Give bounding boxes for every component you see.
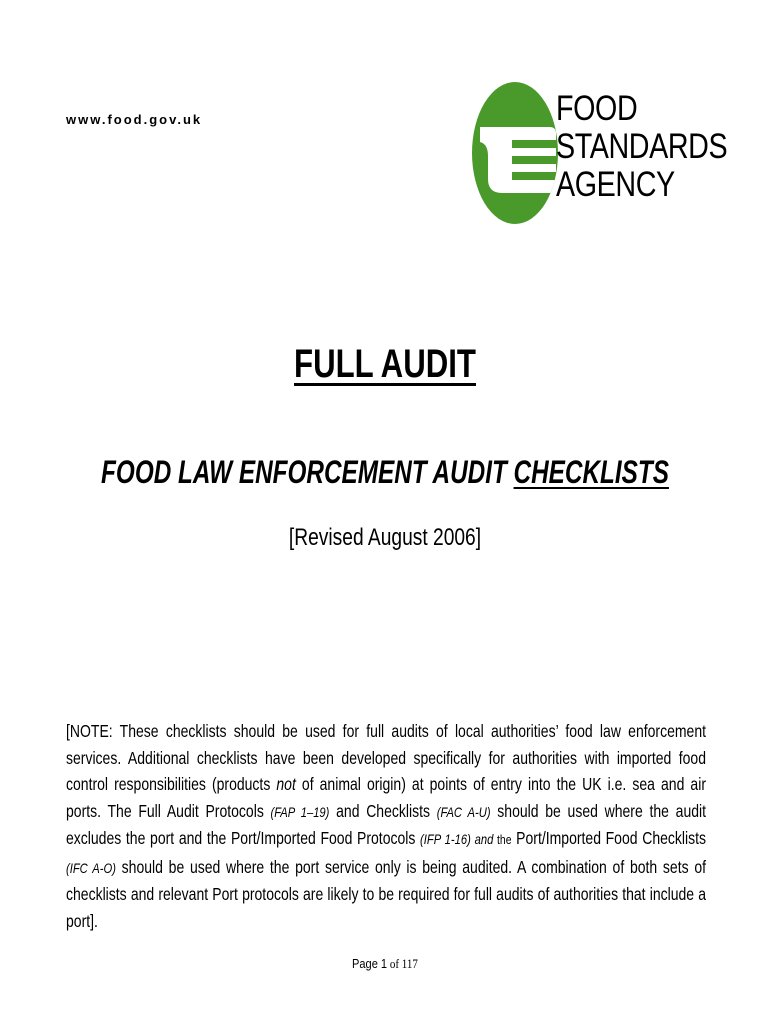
logo-line-agency: AGENCY <box>556 165 675 204</box>
logo-line-standards: STANDARDS <box>556 127 728 166</box>
note-ref-ifc: (IFC A-O) <box>66 859 116 876</box>
document-title-text: FULL AUDIT <box>294 342 476 386</box>
logo-wordmark <box>556 90 727 204</box>
subtitle-main: FOOD LAW ENFORCEMENT AUDIT <box>101 454 514 490</box>
note-ref-fac: (FAC A-U) <box>436 803 491 820</box>
note-text-2: of animal origin) at points of entry into the UK i.e. sea and air ports. The Full Audit Protocols <box>66 774 706 821</box>
subtitle-underlined: CHECKLISTS <box>513 454 669 490</box>
note-text-3: and Checklists <box>329 800 437 821</box>
note-paragraph <box>66 718 706 934</box>
page-label: Page 1 <box>352 956 388 971</box>
document-subtitle <box>92 454 677 491</box>
logo-line-food: FOOD <box>556 89 638 128</box>
note-text-4: should be used where the audit excludes the port and the Port/Imported Food Protocols <box>66 800 707 848</box>
page-number <box>58 956 713 972</box>
note-ref-ifp: (IFP 1-16) and <box>420 831 494 847</box>
revision-date: [Revised August 2006] <box>288 524 482 551</box>
document-title <box>85 342 686 387</box>
note-text-the: the <box>493 832 512 847</box>
note-text-5: Port/Imported Food Checklists <box>511 828 706 848</box>
logo-circle <box>472 82 558 224</box>
page-total: of 117 <box>387 956 418 971</box>
fork-icon <box>472 82 558 224</box>
note-text-1: [NOTE: These checklists should be used for full audits of local authorities’ food law enforcement services. Additional checklists have been developed specifically for authorities with imported food control responsibilities (products <box>66 721 706 794</box>
food-standards-agency-logo <box>472 80 762 228</box>
website-url: www.food.gov.uk <box>66 112 203 127</box>
note-emphasis-not: not <box>276 774 296 794</box>
note-text-6: should be used where the port service only is being audited. A combination of both sets of checklists and relevant Port protocols are likely to be required for full audits of authorities that include a port]. <box>66 856 706 931</box>
note-ref-fap: (FAP 1–19) <box>270 803 330 820</box>
